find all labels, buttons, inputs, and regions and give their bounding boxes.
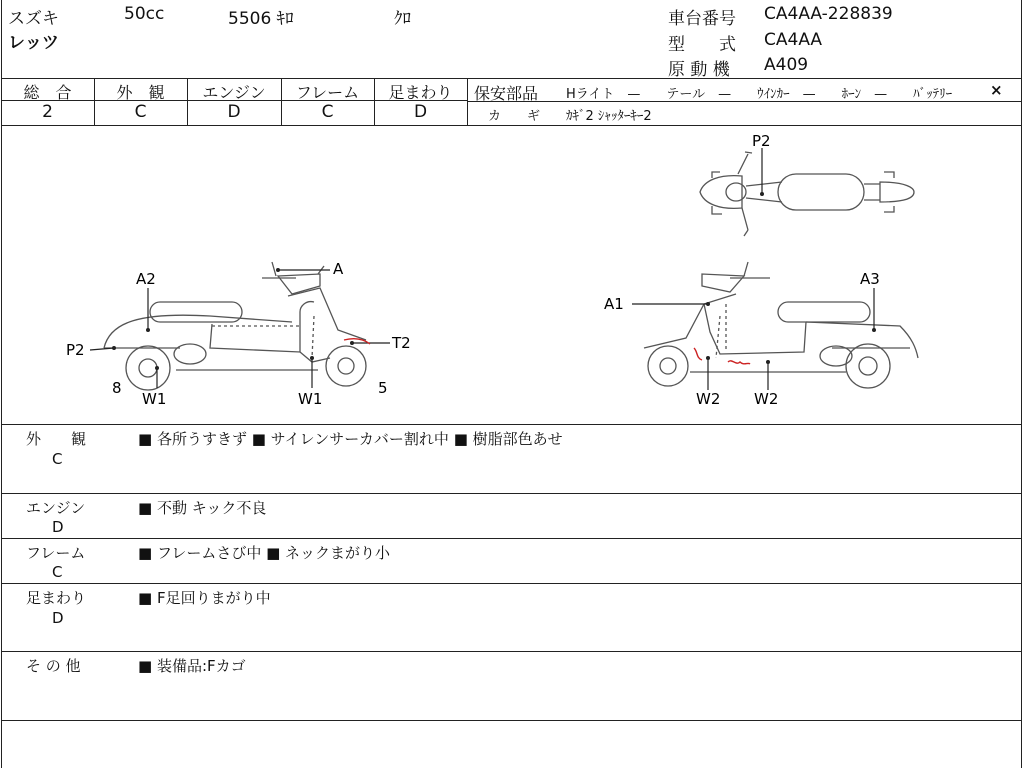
key-value: ｶｷﾞ2 ｼｬｯﾀｰｷｰ2: [566, 109, 652, 124]
safety-parts-items: Hライト — テール — ｳｲﾝｶｰ — ﾎｰﾝ — ﾊﾞｯﾃﾘｰ: [566, 87, 953, 102]
label-a: A: [333, 260, 344, 278]
frame-number: CA4AA-228839: [764, 4, 893, 24]
section-exterior-label: 外 観: [26, 430, 87, 448]
label-a1: A1: [604, 295, 624, 313]
label-w1-b: W1: [298, 390, 323, 408]
section-suspension-label: 足まわり: [26, 589, 87, 607]
battery-status-mark: ×: [990, 81, 1003, 99]
section-engine-remarks: ■ 不動 キック不良: [138, 499, 267, 517]
section-exterior-grade: C: [52, 450, 63, 468]
engine-code-label: 原 動 機: [668, 60, 730, 80]
section-line-4: [1, 651, 1022, 652]
label-w2-b: W2: [754, 390, 779, 408]
section-engine-grade: D: [52, 518, 64, 536]
section-engine-label: エンジン: [26, 499, 86, 517]
label-a3: A3: [860, 270, 880, 288]
frame-number-label: 車台番号: [668, 9, 736, 29]
label-5: 5: [378, 379, 388, 397]
key-label: カ ギ: [488, 109, 541, 124]
section-line-2: [1, 538, 1022, 539]
model-name: レッツ: [8, 33, 59, 53]
engine-code: A409: [764, 55, 809, 75]
grade-engine-value: D: [227, 102, 241, 122]
grade-suspension-label: 足まわり: [388, 83, 453, 102]
section-line-1: [1, 493, 1022, 494]
section-line-5: [1, 720, 1022, 721]
grade-exterior-label: 外 観: [116, 83, 165, 102]
section-suspension-grade: D: [52, 609, 64, 627]
mileage: 5506 ｷﾛ: [228, 9, 294, 29]
section-frame-grade: C: [52, 563, 63, 581]
scooter-damage-diagram: [0, 126, 1022, 424]
grade-overall-label: 総 合: [23, 83, 72, 102]
label-8: 8: [112, 379, 122, 397]
grade-col-divider-5: [467, 78, 468, 125]
section-suspension-remarks: ■ F足回りまがり中: [138, 589, 271, 607]
label-t2: T2: [392, 334, 411, 352]
section-frame-remarks: ■ フレームさび中 ■ ネックまがり小: [138, 544, 391, 562]
label-w2-a: W2: [696, 390, 721, 408]
grade-frame-value: C: [321, 102, 334, 122]
maker: スズキ: [8, 9, 59, 29]
label-p2-left: P2: [66, 341, 85, 359]
grade-frame-label: フレーム: [295, 83, 360, 102]
grade-suspension-value: D: [413, 102, 428, 122]
engine-cc: 50cc: [124, 4, 165, 24]
label-w1-a: W1: [142, 390, 167, 408]
section-other-remarks: ■ 装備品:Fカゴ: [138, 657, 246, 675]
section-exterior-remarks: ■ 各所うすきず ■ サイレンサーカバー割れ中 ■ 樹脂部色あせ: [138, 430, 563, 448]
label-a2: A2: [136, 270, 156, 288]
section-other-label: そ の 他: [26, 657, 81, 675]
label-p2-top: P2: [752, 132, 771, 150]
grade-overall-value: 2: [42, 102, 53, 122]
model-code: CA4AA: [764, 30, 823, 50]
safety-parts-label: 保安部品: [474, 84, 539, 103]
model-code-label: 型 式: [668, 35, 736, 55]
section-line-0: [1, 424, 1022, 425]
grade-engine-label: エンジン: [202, 83, 266, 102]
scooter-top-view: [700, 152, 914, 236]
grade-table-top-line: [1, 78, 1022, 79]
body-color: ｸﾛ: [394, 9, 411, 29]
section-line-3: [1, 583, 1022, 584]
grade-exterior-value: C: [134, 102, 147, 122]
section-frame-label: フレーム: [26, 544, 86, 562]
